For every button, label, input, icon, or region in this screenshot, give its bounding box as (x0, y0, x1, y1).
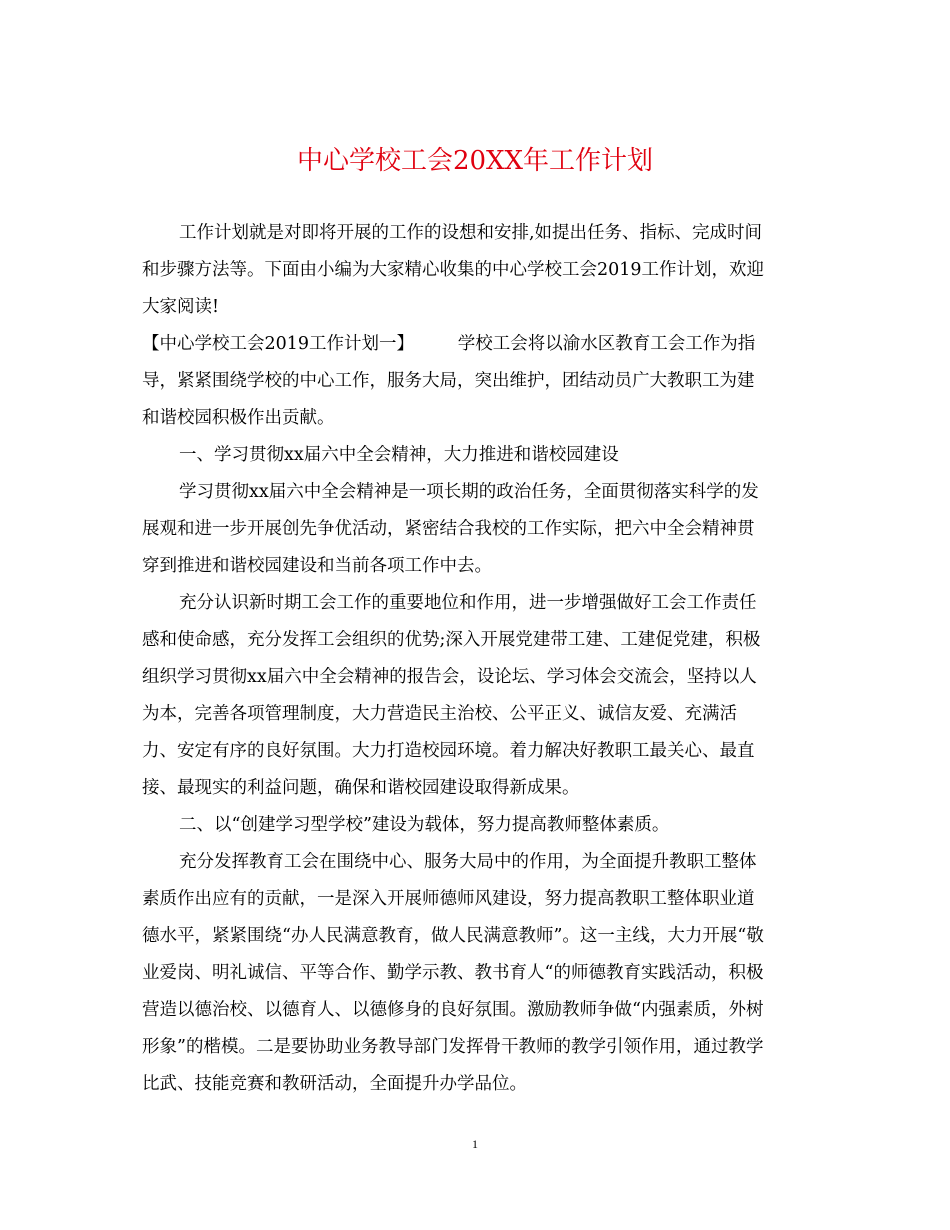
paragraph-line: 和步骤方法等。下面由小编为大家精心收集的中心学校工会2019工作计划，欢迎 (142, 260, 765, 280)
paragraph-line: 力、安定有序的良好氛围。大力打造校园环境。着力解决好教职工最关心、最直 (142, 741, 755, 761)
paragraph-line: 大家阅读! (142, 297, 220, 317)
paragraph-line: 接、最现实的利益问题，确保和谐校园建设取得新成果。 (142, 778, 580, 798)
paragraph-line: 为本，完善各项管理制度，大力营造民主治校、公平正义、诚信友爱、充满活 (142, 704, 737, 724)
paragraph-line: 组织学习贯彻xx届六中全会精神的报告会，设论坛、学习体会交流会，坚持以人 (142, 667, 757, 687)
paragraph-line: 营造以德治校、以德育人、以德修身的良好氛围。激励教师争做“内强素质，外树 (142, 1000, 764, 1020)
paragraph-line: 比武、技能竞赛和教研活动，全面提升办学品位。 (142, 1074, 527, 1094)
paragraph-line: 业爱岗、明礼诚信、平等合作、勤学示教、教书育人“的师德教育实践活动，积极 (142, 963, 764, 983)
section-heading: 一、学习贯彻xx届六中全会精神，大力推进和谐校园建设 (179, 445, 619, 465)
document-title: 中心学校工会20XX年工作计划 (296, 146, 654, 176)
paragraph-line: 形象”的楷模。二是要协助业务教导部门发挥骨干教师的教学引领作用，通过教学 (142, 1037, 764, 1057)
paragraph-line: 穿到推进和谐校园建设和当前各项工作中去。 (142, 556, 492, 576)
paragraph-line: 学习贯彻xx届六中全会精神是一项长期的政治任务，全面贯彻落实科学的发 (179, 482, 759, 502)
paragraph-line: 充分认识新时期工会工作的重要地位和作用，进一步增强做好工会工作责任 (179, 593, 757, 613)
paragraph-line: 和谐校园积极作出贡献。 (142, 408, 335, 428)
paragraph-line: 感和使命感，充分发挥工会组织的优势;深入开展党建带工建、工建促党建，积极 (142, 630, 761, 650)
document-body (142, 218, 802, 1099)
paragraph-line: 充分发挥教育工会在围绕中心、服务大局中的作用，为全面提升教职工整体 (179, 852, 757, 872)
page-number: 1 (472, 1137, 478, 1151)
paragraph-line: 展观和进一步开展创先争优活动，紧密结合我校的工作实际，把六中全会精神贯 (142, 519, 755, 539)
paragraph-line: 德水平，紧紧围绕“办人民满意教育，做人民满意教师”。这一主线，大力开展“敬 (142, 926, 764, 946)
section-heading: 二、以“创建学习型学校”建设为载体，努力提高教师整体素质。 (179, 815, 670, 835)
paragraph-line: 【中心学校工会2019工作计划一】 学校工会将以渝水区教育工会工作为指 (142, 334, 756, 354)
paragraph-line: 工作计划就是对即将开展的工作的设想和安排,如提出任务、指标、完成时间 (179, 223, 763, 243)
paragraph-line: 导，紧紧围绕学校的中心工作，服务大局，突出维护，团结动员广大教职工为建 (142, 371, 755, 391)
paragraph-line: 素质作出应有的贡献，一是深入开展师德师风建设，努力提高教职工整体职业道 (142, 889, 755, 909)
